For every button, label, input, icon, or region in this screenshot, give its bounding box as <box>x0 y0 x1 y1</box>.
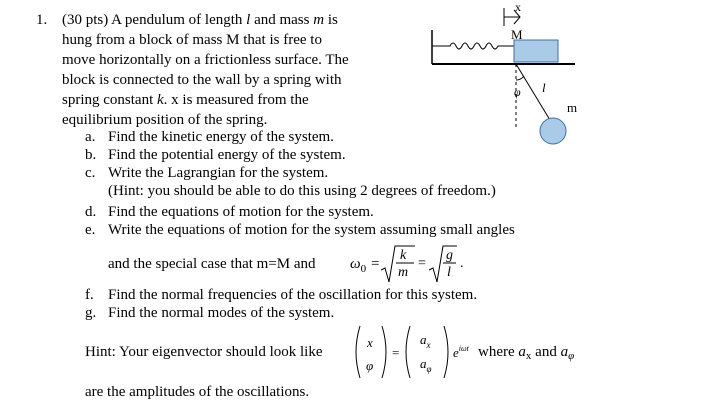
pendulum-diagram <box>420 0 590 150</box>
problem-line-5 <box>62 91 309 109</box>
part-f-label: f. <box>85 287 94 303</box>
hint-suffix: where $a_x$ and $a_\varphi$ <box>478 344 575 362</box>
part-c-text: Write the Lagrangian for the system. <box>108 165 329 181</box>
vec-x: x <box>367 335 373 350</box>
vec-aphi: $a_\varphi$ <box>420 356 432 374</box>
problem-line-3: move horizontally on a frictionless surface. The <box>62 52 349 68</box>
vec-ax: $a_x$ <box>420 332 431 350</box>
x-measured-text: . x is measured from the <box>163 92 309 108</box>
part-b-text: Find the potential energy of the system. <box>108 147 346 163</box>
problem-line-6: equilibrium position of the spring. <box>62 112 268 128</box>
frac-m: m <box>398 265 409 280</box>
exp-term: $e^{i\omega t}$ <box>453 344 469 360</box>
block-label: M <box>511 27 523 42</box>
part-e-label: e. <box>85 222 96 238</box>
part-c-label: c. <box>85 165 96 181</box>
problem-line-1 <box>62 11 338 29</box>
omega-formula <box>379 242 469 286</box>
omega-symbol: $\omega_0$ <box>350 256 367 275</box>
phi-label: φ <box>514 85 521 99</box>
vec-phi: φ <box>366 358 374 373</box>
spring <box>432 43 514 49</box>
pendulum-bob <box>540 118 566 144</box>
problem-line-4: block is connected to the wall by a spring with <box>62 72 342 88</box>
frac-l: l <box>447 265 451 280</box>
bob-label: m <box>567 100 578 115</box>
pendulum-string <box>516 64 553 125</box>
part-d-text: Find the equations of motion for the system. <box>108 204 374 220</box>
hint-text: Hint: Your eigenvector should look like <box>85 344 323 360</box>
eq-sign-2: = <box>418 256 426 271</box>
part-a-text: Find the kinetic energy of the system. <box>108 129 334 145</box>
frac-g: g <box>446 248 453 263</box>
x-label: x <box>515 0 521 14</box>
eq-sign-1: = <box>371 256 380 272</box>
part-e-text: Write the equations of motion for the system assuming small angles <box>108 222 515 238</box>
period: . <box>460 256 464 271</box>
spring-const-text: spring constant <box>62 92 154 108</box>
part-b-label: b. <box>85 147 97 163</box>
paren-left-1 <box>356 326 360 378</box>
angle-arc <box>516 76 524 80</box>
part-g-text: Find the normal modes of the system. <box>108 305 335 321</box>
closing-text: are the amplitudes of the oscillations. <box>85 384 310 400</box>
problem-intro-text-3: is <box>327 12 338 28</box>
var-m: m <box>313 12 325 28</box>
part-a-label: a. <box>85 129 96 145</box>
part-g-label: g. <box>85 305 97 321</box>
var-k: k <box>157 92 164 108</box>
special-case-text: and the special case that m=M and <box>108 256 316 272</box>
var-l: l <box>246 12 251 28</box>
problem-line-2: hung from a block of mass M that is free to <box>62 32 322 48</box>
l-label: l <box>542 80 546 95</box>
part-c-hint: (Hint: you should be able to do this using 2 degrees of freedom.) <box>108 183 496 199</box>
part-f-text: Find the normal frequencies of the oscillation for this system. <box>108 287 478 303</box>
eq-sign-3: = <box>392 345 400 360</box>
problem-intro-text: (30 pts) A pendulum of length <box>62 12 243 28</box>
frac-k: k <box>400 248 407 263</box>
block-m <box>514 40 558 62</box>
paren-right-1 <box>382 326 386 378</box>
part-d-label: d. <box>85 204 97 220</box>
problem-intro-text-2: and mass <box>254 12 310 28</box>
problem-number: 1. <box>36 12 48 28</box>
paren-right-2 <box>444 326 448 378</box>
paren-left-2 <box>406 326 410 378</box>
